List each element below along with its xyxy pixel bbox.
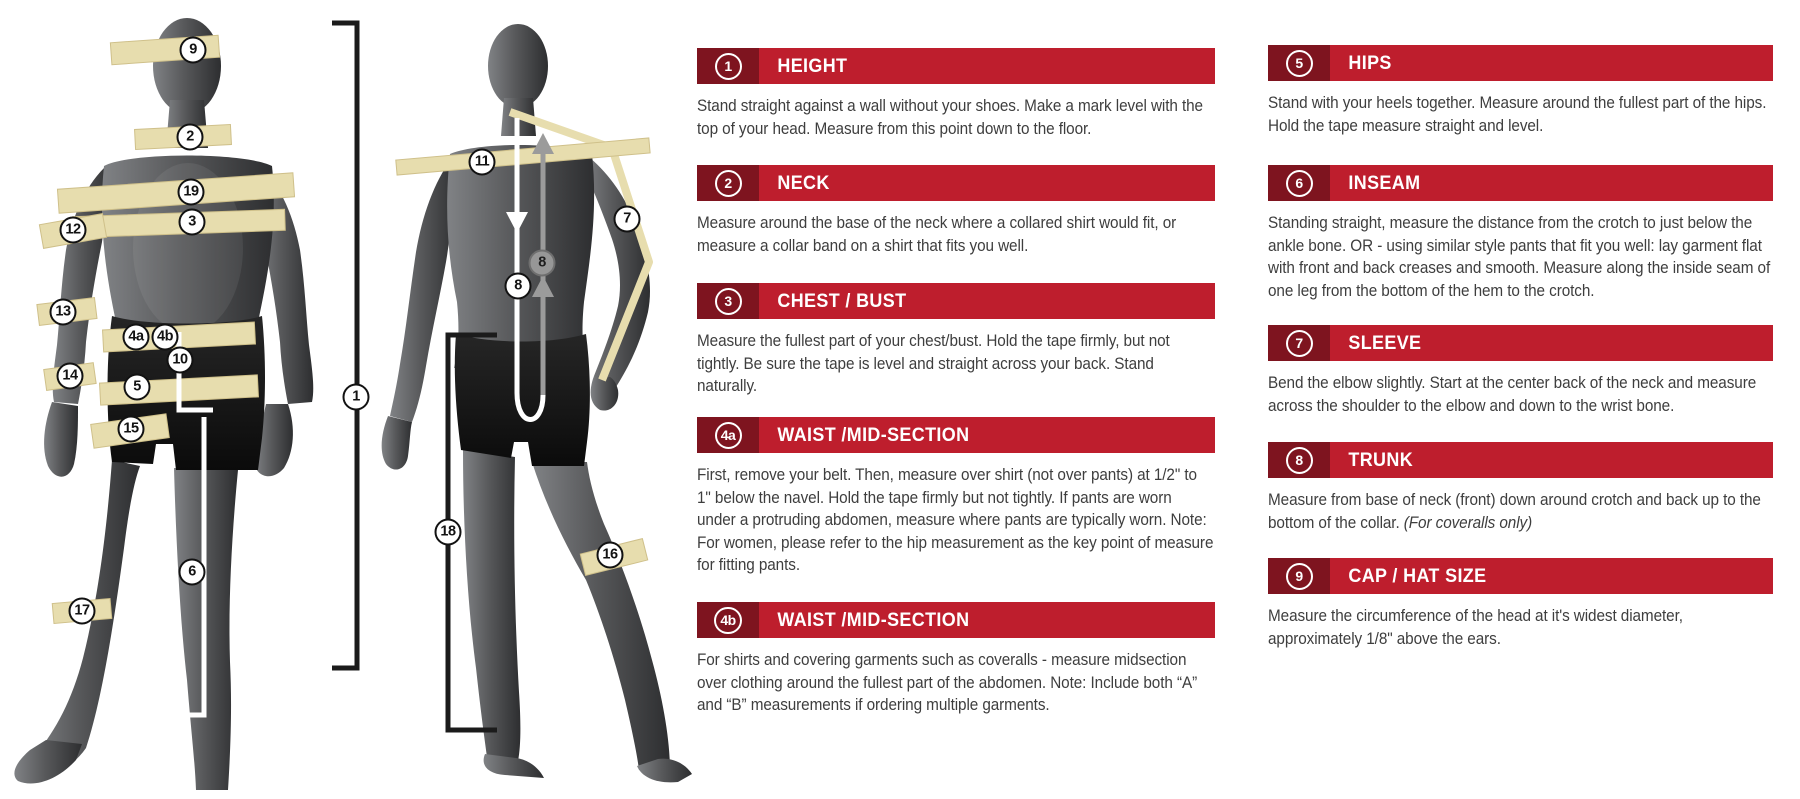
section-body: Measure the fullest part of your chest/bust. Hold the tape firmly, but not tightly. Be sure the tape is level and straight across your back. Stand naturally.: [697, 331, 1170, 395]
marker-knee: 16: [597, 542, 624, 569]
section-body: Bend the elbow slightly. Start at the center back of the neck and measure across the shoulder to the elbow and down to the wrist bone.: [1268, 373, 1757, 415]
section-waist-a: [697, 417, 1215, 577]
marker-outseam: 18: [435, 519, 462, 546]
section-number: 8: [1286, 447, 1313, 474]
section-number: 6: [1286, 170, 1313, 197]
section-trunk: [1268, 442, 1773, 534]
marker-calf: 17: [69, 598, 96, 625]
section-body: First, remove your belt. Then, measure over shirt (not over pants) at 1/2" to 1" below the navel. Hold the tape firmly but not tightly. If pants are worn under a protruding abdomen, measure where pants are typically worn. Note: For women, please refer to the hip measurement as the key point of measure for fitting pants.: [697, 465, 1214, 574]
marker-sleeve: 7: [614, 206, 641, 233]
marker-thigh: 15: [118, 416, 145, 443]
section-header-bar: [697, 283, 1215, 319]
marker-chest-bust: 3: [179, 209, 206, 236]
section-body: [1268, 489, 1772, 534]
marker-forearm: 13: [50, 299, 77, 326]
marker-height: 1: [343, 384, 370, 411]
marker-inseam: 6: [179, 559, 206, 586]
marker-front-rise: 10: [167, 347, 194, 374]
section-header-bar: [1268, 442, 1773, 478]
section-number: 2: [715, 170, 742, 197]
instructions-column-2: [1268, 0, 1773, 799]
section-height: [697, 48, 1215, 140]
marker-cap-hat-size: 9: [180, 37, 207, 64]
section-cap-hat-size: [1268, 558, 1773, 650]
section-title: CAP / HAT SIZE: [1348, 564, 1487, 587]
section-body-text: Measure from base of neck (front) down around crotch and back up to the bottom of the collar.: [1268, 490, 1761, 532]
section-title: WAIST /MID-SECTION: [777, 608, 970, 631]
section-chest-bust: [697, 283, 1215, 398]
section-body: Stand with your heels together. Measure around the fullest part of the hips. Hold the tape measure straight and level.: [1268, 93, 1767, 135]
section-sleeve: [1268, 325, 1773, 417]
section-body-note-italic: (For coveralls only): [1403, 512, 1533, 532]
marker-upper-arm: 12: [60, 217, 87, 244]
section-body: Stand straight against a wall without your shoes. Make a mark level with the top of your head. Measure from this point down to the floor.: [697, 96, 1203, 138]
figure-area: [0, 0, 700, 799]
marker-trunk-down: 8: [505, 273, 532, 300]
section-hips: [1268, 45, 1773, 137]
section-number: 7: [1286, 330, 1313, 357]
section-body: Standing straight, measure the distance from the crotch to just below the ankle bone. OR - using similar style pants that fit you well: lay garment flat with front and back creases and smooth. Measure along the inside seam of one leg from the bottom of the hem to the crotch.: [1268, 213, 1771, 300]
marker-upper-chest: 19: [178, 179, 205, 206]
section-title: HIPS: [1348, 51, 1392, 74]
section-header-bar: [697, 602, 1215, 638]
section-header-bar: [1268, 45, 1773, 81]
section-header-bar: [697, 417, 1215, 453]
marker-trunk-up: 8: [529, 250, 556, 277]
marker-waist-a: 4a: [123, 324, 150, 351]
section-number: 9: [1286, 563, 1313, 590]
height-bracket: [332, 23, 357, 668]
section-number-badge: [697, 48, 759, 84]
section-number-badge: [697, 165, 759, 201]
section-number: 4a: [715, 422, 742, 449]
section-title: TRUNK: [1348, 448, 1414, 471]
section-header-bar: [697, 165, 1215, 201]
section-number-badge: [1268, 558, 1330, 594]
section-number-badge: [1268, 325, 1330, 361]
section-header-bar: [697, 48, 1215, 84]
section-neck: [697, 165, 1215, 257]
section-title: CHEST / BUST: [777, 289, 907, 312]
section-title: HEIGHT: [777, 54, 848, 77]
section-number-badge: [697, 417, 759, 453]
section-number-badge: [1268, 442, 1330, 478]
marker-hips: 5: [124, 374, 151, 401]
section-number: 3: [715, 288, 742, 315]
section-number-badge: [697, 602, 759, 638]
marker-shoulder-width: 11: [469, 149, 496, 176]
section-number: 5: [1286, 50, 1313, 77]
section-waist-b: [697, 602, 1215, 717]
section-body: Measure around the base of the neck where a collared shirt would fit, or measure a collar band on a shirt that fits you well.: [697, 213, 1177, 255]
marker-neck: 2: [177, 124, 204, 151]
section-header-bar: [1268, 325, 1773, 361]
section-number: 4b: [714, 607, 741, 634]
section-number-badge: [697, 283, 759, 319]
section-title: SLEEVE: [1348, 331, 1422, 354]
marker-wrist: 14: [57, 363, 84, 390]
section-body: For shirts and covering garments such as coveralls - measure midsection over clothing around the fullest part of the abdomen. Note: Include both “A” and “B” measurements if ordering multiple garments.: [697, 650, 1198, 714]
section-inseam: [1268, 165, 1773, 302]
section-header-bar: [1268, 165, 1773, 201]
section-number-badge: [1268, 165, 1330, 201]
up-arrowhead-icon: [532, 133, 554, 154]
section-title: NECK: [777, 171, 830, 194]
section-title: INSEAM: [1348, 171, 1421, 194]
section-header-bar: [1268, 558, 1773, 594]
section-body: Measure the circumference of the head at it's widest diameter, approximately 1/8" above the ears.: [1268, 606, 1683, 648]
instructions-column-1: [697, 0, 1215, 799]
section-number-badge: [1268, 45, 1330, 81]
section-number: 1: [715, 53, 742, 80]
marker-waist-b: 4b: [152, 324, 179, 351]
section-title: WAIST /MID-SECTION: [777, 423, 970, 446]
